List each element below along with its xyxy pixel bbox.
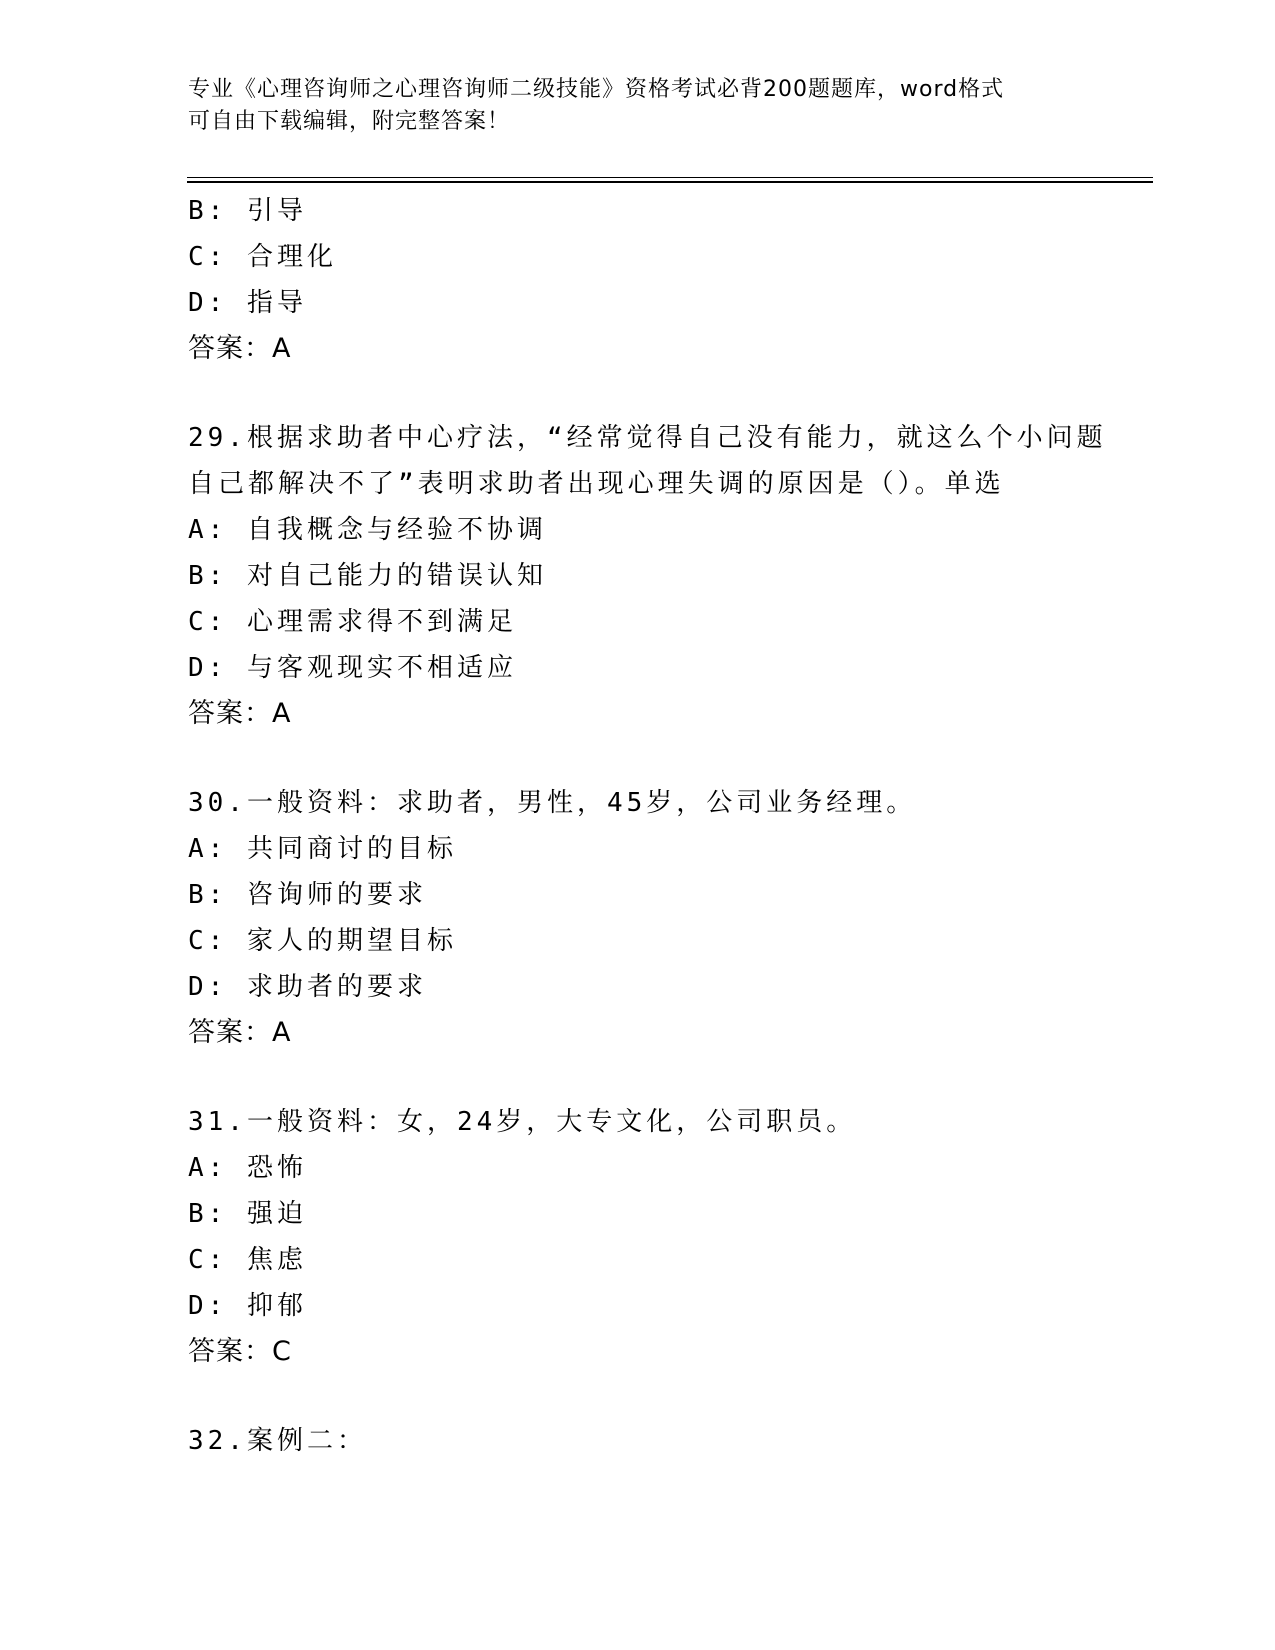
spacer [188, 372, 1088, 415]
answer-label: 答案：A [188, 698, 292, 729]
header-rule-thick [187, 181, 1153, 183]
option-b: B: 咨询师的要求 [188, 880, 427, 910]
spacer [188, 1056, 1088, 1099]
spacer [188, 737, 1088, 780]
question-text: 31.一般资料：女，24岁，大专文化，公司职员。 [188, 1107, 857, 1137]
question-text: 30.一般资料：求助者，男性，45岁，公司业务经理。 [188, 788, 917, 818]
question-text: 32.案例二： [188, 1426, 367, 1456]
option-c: C: 焦虑 [188, 1245, 307, 1275]
question-32 [188, 1418, 1088, 1464]
option-d: D: 指导 [188, 288, 307, 318]
option-b: B: 引导 [188, 196, 307, 226]
answer-label: 答案：A [188, 1017, 292, 1048]
option-a: A: 自我概念与经验不协调 [188, 515, 547, 545]
question-text: 自己都解决不了”表明求助者出现心理失调的原因是（）。单选 [188, 469, 1005, 499]
question-text: 29.根据求助者中心疗法，“经常觉得自己没有能力，就这么个小问题 [188, 423, 1107, 453]
spacer [188, 1375, 1088, 1418]
question-29 [188, 415, 1107, 737]
option-b: B: 强迫 [188, 1199, 307, 1229]
option-a: A: 恐怖 [188, 1153, 307, 1183]
document-header [188, 74, 1088, 138]
answer-label: 答案：A [188, 333, 292, 364]
header-line-1: 专业《心理咨询师之心理咨询师二级技能》资格考试必背200题题库，word格式 [188, 77, 1005, 102]
option-d: D: 与客观现实不相适应 [188, 653, 517, 683]
answer-label: 答案：C [188, 1336, 292, 1367]
option-a: A: 共同商讨的目标 [188, 834, 457, 864]
option-c: C: 合理化 [188, 242, 337, 272]
option-c: C: 心理需求得不到满足 [188, 607, 517, 637]
question-30 [188, 780, 1088, 1056]
option-b: B: 对自己能力的错误认知 [188, 561, 547, 591]
header-line-2: 可自由下载编辑，附完整答案！ [188, 109, 511, 134]
question-28-tail [188, 188, 1088, 372]
question-31 [188, 1099, 1088, 1375]
question-list [188, 188, 1107, 1464]
option-c: C: 家人的期望目标 [188, 926, 457, 956]
header-rule-thin [187, 177, 1153, 178]
option-d: D: 求助者的要求 [188, 972, 427, 1002]
option-d: D: 抑郁 [188, 1291, 307, 1321]
